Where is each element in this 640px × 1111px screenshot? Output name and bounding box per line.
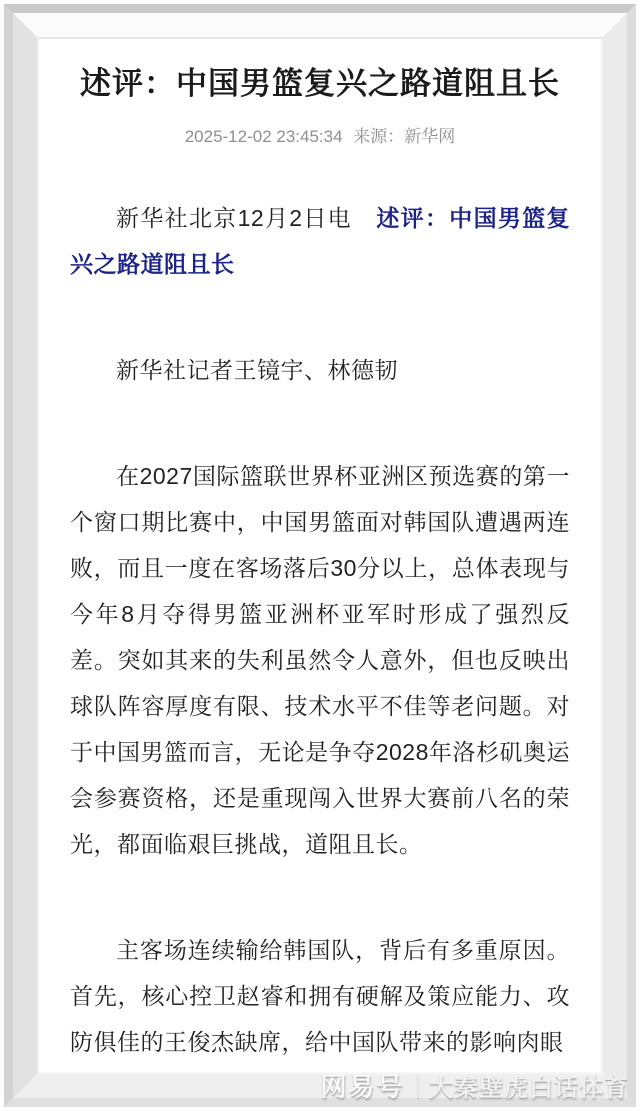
photo-frame-inner <box>37 37 603 1074</box>
lead-paragraph <box>70 195 570 287</box>
lead-dateline: 新华社北京12月2日电 <box>116 205 377 231</box>
body-paragraph: 主客场连续输给韩国队，背后有多重原因。首先，核心控卫赵睿和拥有硬解及策应能力、攻防俱佳的王俊杰缺席，给中国队带来的影响肉眼 <box>70 937 570 1055</box>
netease-watermark <box>320 1067 629 1104</box>
article-body <box>70 195 570 1065</box>
photo-frame-gray-band <box>4 4 636 1107</box>
watermark-separator: | <box>415 1071 420 1099</box>
watermark-channel-name: 大秦壁虎白话体育 <box>429 1075 629 1102</box>
byline: 新华社记者王镜宇、林德韧 <box>116 357 398 383</box>
article-title: 述评：中国男篮复兴之路道阻且长 <box>80 66 560 101</box>
source-label: 来源：新华网 <box>353 127 456 146</box>
photo-frame-bevel <box>13 13 627 1098</box>
lead-bold-title: 述评：中国男篮复兴之路道阻且长 <box>70 205 570 277</box>
body-paragraph: 在2027国际篮联世界杯亚洲区预选赛的第一个窗口期比赛中，中国男篮面对韩国队遭遇两连败，而且一度在客场落后30分以上，总体表现与今年8月夺得男篮亚洲杯亚军时形成了强烈反差。突如其来的失利虽然令人意外，但也反映出球队阵容厚度有限、技术水平不佳等老问题。对于中国男篮而言，无论是争夺2028年洛杉矶奥运会参赛资格，还是重现闯入世界大赛前八名的荣光，都面临艰巨挑战，道阻且长。 <box>70 463 570 857</box>
article-content <box>39 64 601 1065</box>
article-meta <box>70 125 570 149</box>
netease-hao-logo: 网易号 <box>320 1072 405 1102</box>
publish-timestamp: 2025-12-02 23:45:34 <box>184 127 343 146</box>
